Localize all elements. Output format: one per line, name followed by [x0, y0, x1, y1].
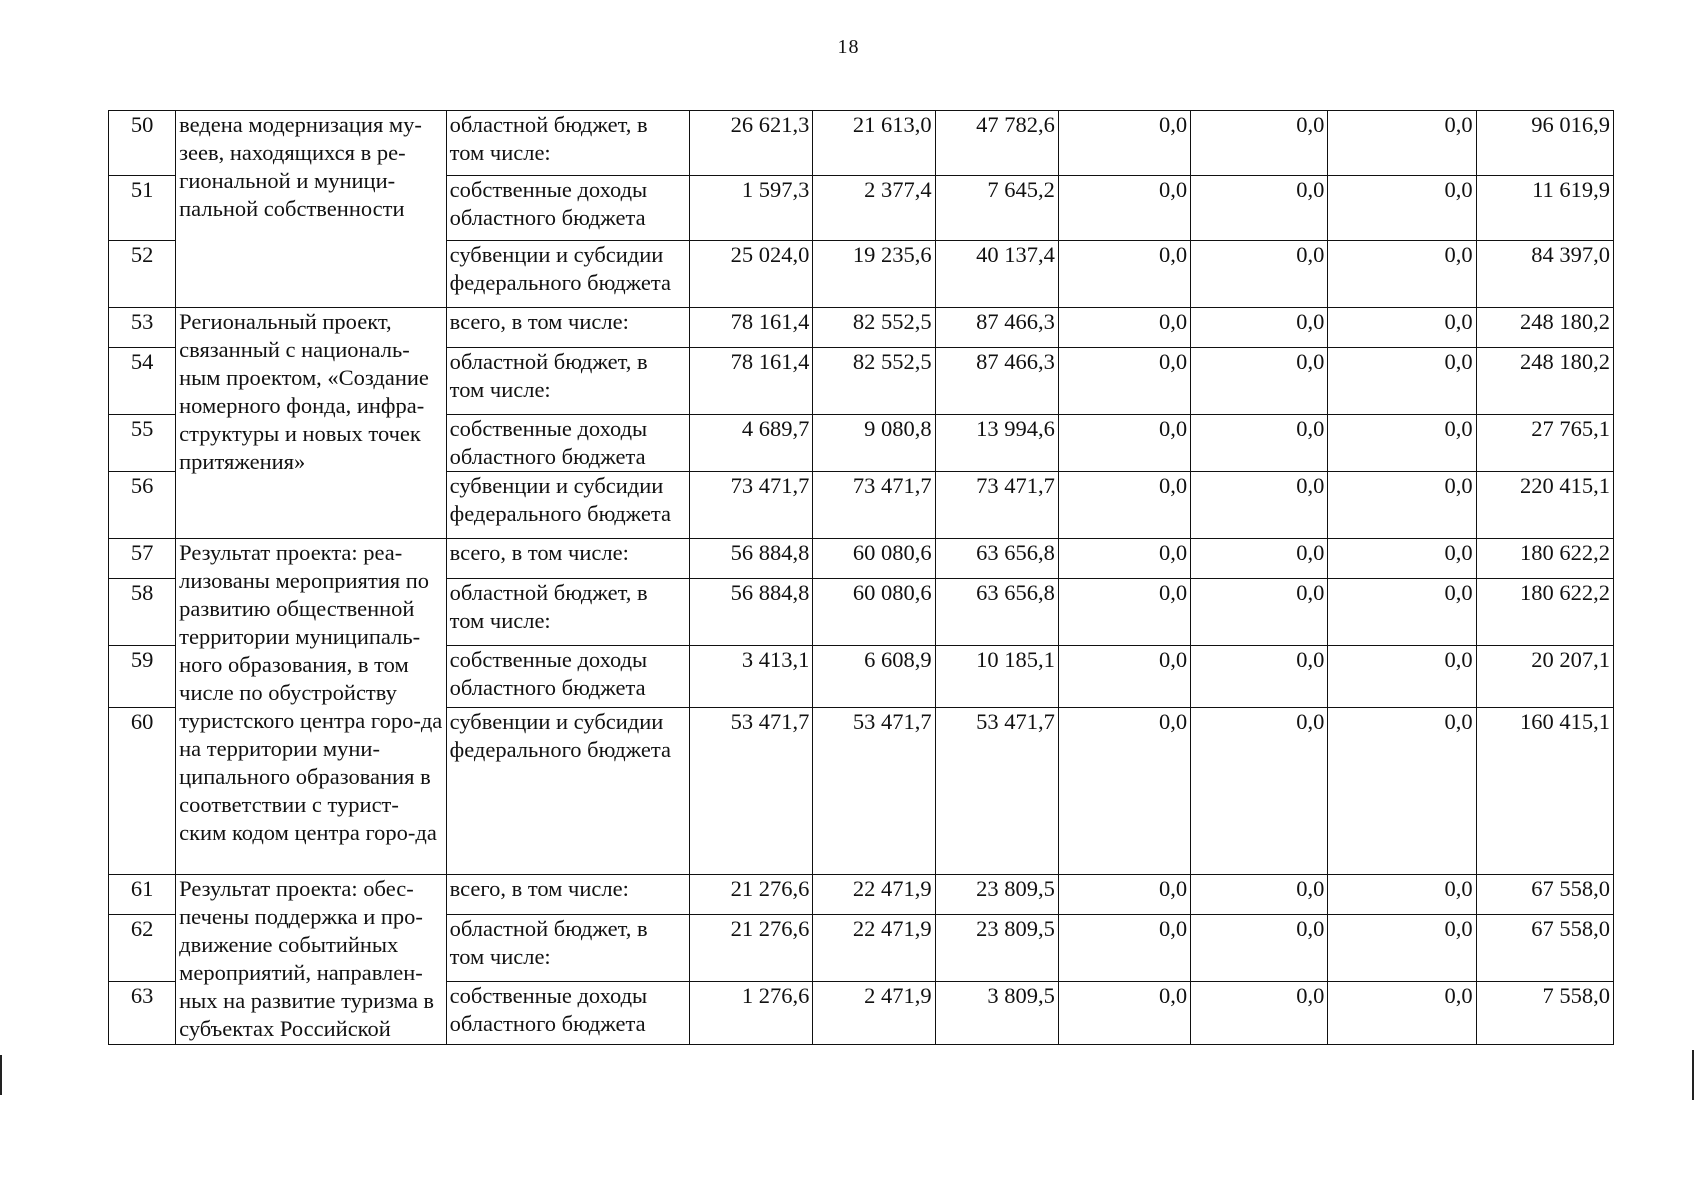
amount-value: 53 471,7: [690, 708, 813, 875]
total-value: 180 622,2: [1476, 579, 1613, 646]
amount-value: 0,0: [1328, 915, 1476, 982]
amount-value: 0,0: [1058, 241, 1190, 308]
amount-value: 0,0: [1058, 111, 1190, 176]
amount-value: 56 884,8: [690, 579, 813, 646]
amount-value: 0,0: [1058, 348, 1190, 415]
funding-source: субвенции и субсидии федерального бюджета: [446, 241, 689, 308]
table-row: [109, 111, 1614, 176]
measure-description: Результат проекта: обес-печены поддержка и про-движение событийных мероприятий, направлен-ных на развитие туризма в субъектах Российской: [176, 875, 447, 1045]
funding-source: субвенции и субсидии федерального бюджета: [446, 472, 689, 539]
amount-value: 0,0: [1058, 915, 1190, 982]
amount-value: 0,0: [1058, 579, 1190, 646]
row-number: 59: [109, 646, 176, 708]
amount-value: 1 276,6: [690, 982, 813, 1045]
amount-value: 21 276,6: [690, 915, 813, 982]
row-number: 58: [109, 579, 176, 646]
amount-value: 60 080,6: [813, 579, 935, 646]
amount-value: 0,0: [1058, 415, 1190, 472]
funding-source: областной бюджет, в том числе:: [446, 915, 689, 982]
amount-value: 53 471,7: [813, 708, 935, 875]
amount-value: 0,0: [1191, 308, 1328, 348]
amount-value: 0,0: [1328, 176, 1476, 241]
measure-description: Региональный проект, связанный с националь-ным проектом, «Создание номерного фонда, инфра-структуры и новых точек притяжения»: [176, 308, 447, 539]
total-value: 248 180,2: [1476, 308, 1613, 348]
funding-source: областной бюджет, в том числе:: [446, 348, 689, 415]
amount-value: 0,0: [1328, 111, 1476, 176]
amount-value: 7 645,2: [935, 176, 1058, 241]
amount-value: 63 656,8: [935, 539, 1058, 579]
amount-value: 23 809,5: [935, 875, 1058, 915]
amount-value: 0,0: [1058, 176, 1190, 241]
amount-value: 0,0: [1328, 415, 1476, 472]
amount-value: 21 613,0: [813, 111, 935, 176]
funding-source: областной бюджет, в том числе:: [446, 111, 689, 176]
amount-value: 0,0: [1328, 348, 1476, 415]
amount-value: 0,0: [1328, 579, 1476, 646]
amount-value: 0,0: [1191, 579, 1328, 646]
amount-value: 0,0: [1058, 982, 1190, 1045]
measure-description: Результат проекта: реа-лизованы мероприятия по развитию общественной территории муниципаль-ного образования, в том числе по обустройству туристского центра горо-да на территории муни-ципального образования в соответствии с турист-ским кодом центра горо-да: [176, 539, 447, 875]
amount-value: 82 552,5: [813, 308, 935, 348]
amount-value: 0,0: [1191, 111, 1328, 176]
table-row: [109, 308, 1614, 348]
funding-source: субвенции и субсидии федерального бюджета: [446, 708, 689, 875]
table-body: [109, 111, 1614, 1045]
amount-value: 53 471,7: [935, 708, 1058, 875]
total-value: 67 558,0: [1476, 915, 1613, 982]
measure-description: ведена модернизация му-зеев, находящихся в ре-гиональной и муници-пальной собственности: [176, 111, 447, 308]
amount-value: 6 608,9: [813, 646, 935, 708]
amount-value: 0,0: [1191, 875, 1328, 915]
amount-value: 26 621,3: [690, 111, 813, 176]
total-value: 248 180,2: [1476, 348, 1613, 415]
row-number: 54: [109, 348, 176, 415]
amount-value: 2 471,9: [813, 982, 935, 1045]
total-value: 180 622,2: [1476, 539, 1613, 579]
amount-value: 0,0: [1191, 915, 1328, 982]
amount-value: 0,0: [1058, 539, 1190, 579]
amount-value: 87 466,3: [935, 348, 1058, 415]
amount-value: 73 471,7: [935, 472, 1058, 539]
total-value: 11 619,9: [1476, 176, 1613, 241]
total-value: 20 207,1: [1476, 646, 1613, 708]
funding-source: собственные доходы областного бюджета: [446, 176, 689, 241]
amount-value: 23 809,5: [935, 915, 1058, 982]
amount-value: 82 552,5: [813, 348, 935, 415]
funding-source: собственные доходы областного бюджета: [446, 415, 689, 472]
amount-value: 0,0: [1191, 472, 1328, 539]
amount-value: 87 466,3: [935, 308, 1058, 348]
amount-value: 78 161,4: [690, 308, 813, 348]
amount-value: 10 185,1: [935, 646, 1058, 708]
table-row: [109, 539, 1614, 579]
amount-value: 0,0: [1191, 708, 1328, 875]
row-number: 63: [109, 982, 176, 1045]
amount-value: 19 235,6: [813, 241, 935, 308]
total-value: 27 765,1: [1476, 415, 1613, 472]
amount-value: 0,0: [1328, 982, 1476, 1045]
amount-value: 0,0: [1058, 646, 1190, 708]
table-row: [109, 875, 1614, 915]
total-value: 160 415,1: [1476, 708, 1613, 875]
amount-value: 40 137,4: [935, 241, 1058, 308]
funding-source: всего, в том числе:: [446, 875, 689, 915]
row-number: 50: [109, 111, 176, 176]
amount-value: 0,0: [1328, 646, 1476, 708]
amount-value: 1 597,3: [690, 176, 813, 241]
amount-value: 0,0: [1191, 646, 1328, 708]
row-number: 52: [109, 241, 176, 308]
amount-value: 22 471,9: [813, 915, 935, 982]
amount-value: 0,0: [1058, 472, 1190, 539]
total-value: 84 397,0: [1476, 241, 1613, 308]
amount-value: 73 471,7: [690, 472, 813, 539]
amount-value: 0,0: [1191, 348, 1328, 415]
row-number: 62: [109, 915, 176, 982]
funding-source: собственные доходы областного бюджета: [446, 646, 689, 708]
amount-value: 25 024,0: [690, 241, 813, 308]
row-number: 57: [109, 539, 176, 579]
amount-value: 0,0: [1328, 708, 1476, 875]
amount-value: 0,0: [1191, 982, 1328, 1045]
row-number: 60: [109, 708, 176, 875]
amount-value: 0,0: [1191, 176, 1328, 241]
funding-source: всего, в том числе:: [446, 308, 689, 348]
amount-value: 63 656,8: [935, 579, 1058, 646]
row-number: 56: [109, 472, 176, 539]
budget-table: [108, 110, 1614, 1045]
row-number: 53: [109, 308, 176, 348]
amount-value: 60 080,6: [813, 539, 935, 579]
amount-value: 0,0: [1191, 539, 1328, 579]
margin-mark-right: [1692, 1050, 1694, 1100]
amount-value: 21 276,6: [690, 875, 813, 915]
funding-source: областной бюджет, в том числе:: [446, 579, 689, 646]
amount-value: 0,0: [1191, 241, 1328, 308]
amount-value: 56 884,8: [690, 539, 813, 579]
amount-value: 78 161,4: [690, 348, 813, 415]
total-value: 7 558,0: [1476, 982, 1613, 1045]
row-number: 55: [109, 415, 176, 472]
amount-value: 2 377,4: [813, 176, 935, 241]
page-number: 18: [837, 36, 860, 58]
amount-value: 0,0: [1328, 875, 1476, 915]
funding-source: собственные доходы областного бюджета: [446, 982, 689, 1045]
amount-value: 3 809,5: [935, 982, 1058, 1045]
amount-value: 0,0: [1058, 708, 1190, 875]
amount-value: 4 689,7: [690, 415, 813, 472]
amount-value: 22 471,9: [813, 875, 935, 915]
row-number: 51: [109, 176, 176, 241]
amount-value: 73 471,7: [813, 472, 935, 539]
amount-value: 0,0: [1191, 415, 1328, 472]
amount-value: 0,0: [1328, 308, 1476, 348]
total-value: 67 558,0: [1476, 875, 1613, 915]
margin-mark-left: [0, 1055, 2, 1095]
total-value: 96 016,9: [1476, 111, 1613, 176]
amount-value: 13 994,6: [935, 415, 1058, 472]
amount-value: 0,0: [1328, 241, 1476, 308]
amount-value: 0,0: [1058, 308, 1190, 348]
amount-value: 3 413,1: [690, 646, 813, 708]
amount-value: 0,0: [1058, 875, 1190, 915]
amount-value: 0,0: [1328, 539, 1476, 579]
row-number: 61: [109, 875, 176, 915]
amount-value: 0,0: [1328, 472, 1476, 539]
amount-value: 47 782,6: [935, 111, 1058, 176]
amount-value: 9 080,8: [813, 415, 935, 472]
total-value: 220 415,1: [1476, 472, 1613, 539]
funding-source: всего, в том числе:: [446, 539, 689, 579]
